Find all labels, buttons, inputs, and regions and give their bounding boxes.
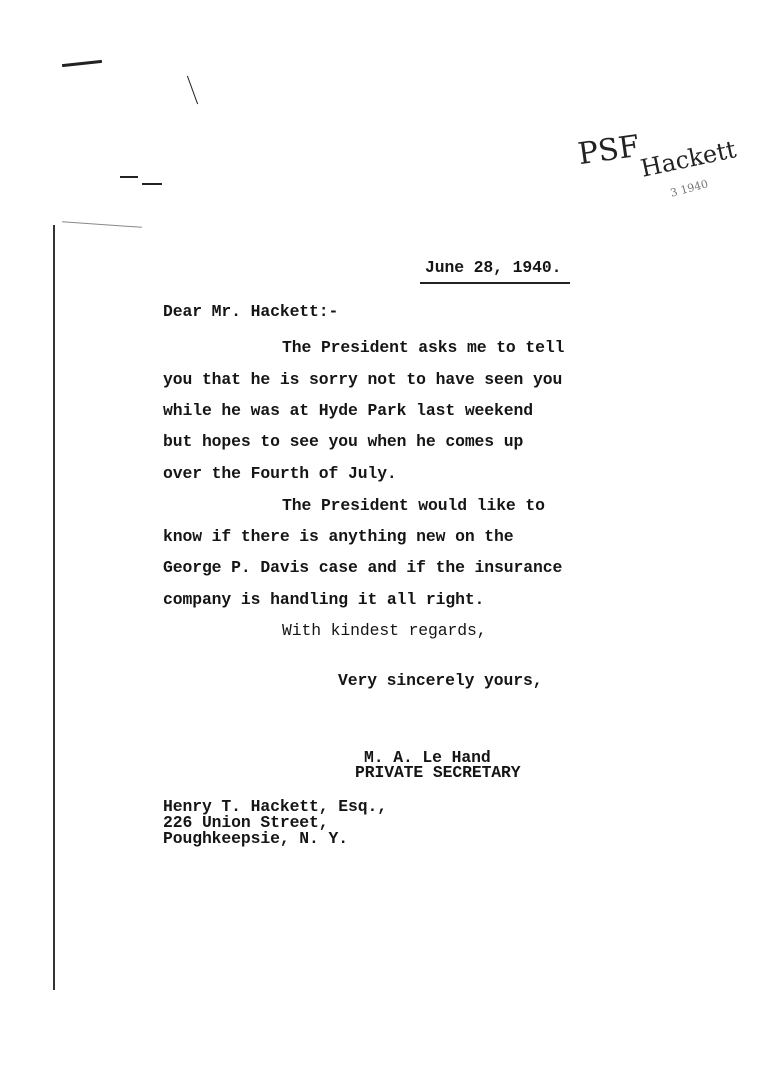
recipient-line: Henry T. Hackett, Esq., bbox=[163, 797, 387, 816]
scan-mark bbox=[62, 221, 142, 228]
salutation: Dear Mr. Hackett:- bbox=[163, 302, 339, 321]
handwritten-file-code: PSF bbox=[575, 128, 642, 173]
date-underline bbox=[420, 282, 570, 284]
letter-date: June 28, 1940. bbox=[425, 258, 562, 277]
body-line: while he was at Hyde Park last weekend bbox=[163, 401, 533, 420]
margin-line bbox=[53, 225, 55, 990]
body-line: The President would like to bbox=[282, 496, 545, 515]
body-line: George P. Davis case and if the insurance bbox=[163, 558, 563, 577]
body-line: company is handling it all right. bbox=[163, 590, 485, 609]
scan-mark bbox=[62, 60, 102, 67]
regards: With kindest regards, bbox=[282, 621, 487, 640]
recipient-line: Poughkeepsie, N. Y. bbox=[163, 829, 348, 848]
body-line: over the Fourth of July. bbox=[163, 464, 397, 483]
signer-name: M. A. Le Hand bbox=[364, 748, 491, 767]
handwritten-date-note: 3 1940 bbox=[668, 177, 710, 200]
body-line: you that he is sorry not to have seen you bbox=[163, 370, 563, 389]
scan-mark bbox=[120, 176, 138, 178]
scan-mark bbox=[187, 76, 198, 105]
scan-mark bbox=[142, 183, 162, 185]
body-line: but hopes to see you when he comes up bbox=[163, 432, 524, 451]
handwritten-subject: Hackett bbox=[638, 135, 739, 183]
body-line: know if there is anything new on the bbox=[163, 527, 514, 546]
body-line: The President asks me to tell bbox=[282, 338, 565, 357]
closing: Very sincerely yours, bbox=[338, 671, 543, 690]
recipient-line: 226 Union Street, bbox=[163, 813, 329, 832]
signer-title: PRIVATE SECRETARY bbox=[355, 763, 521, 782]
